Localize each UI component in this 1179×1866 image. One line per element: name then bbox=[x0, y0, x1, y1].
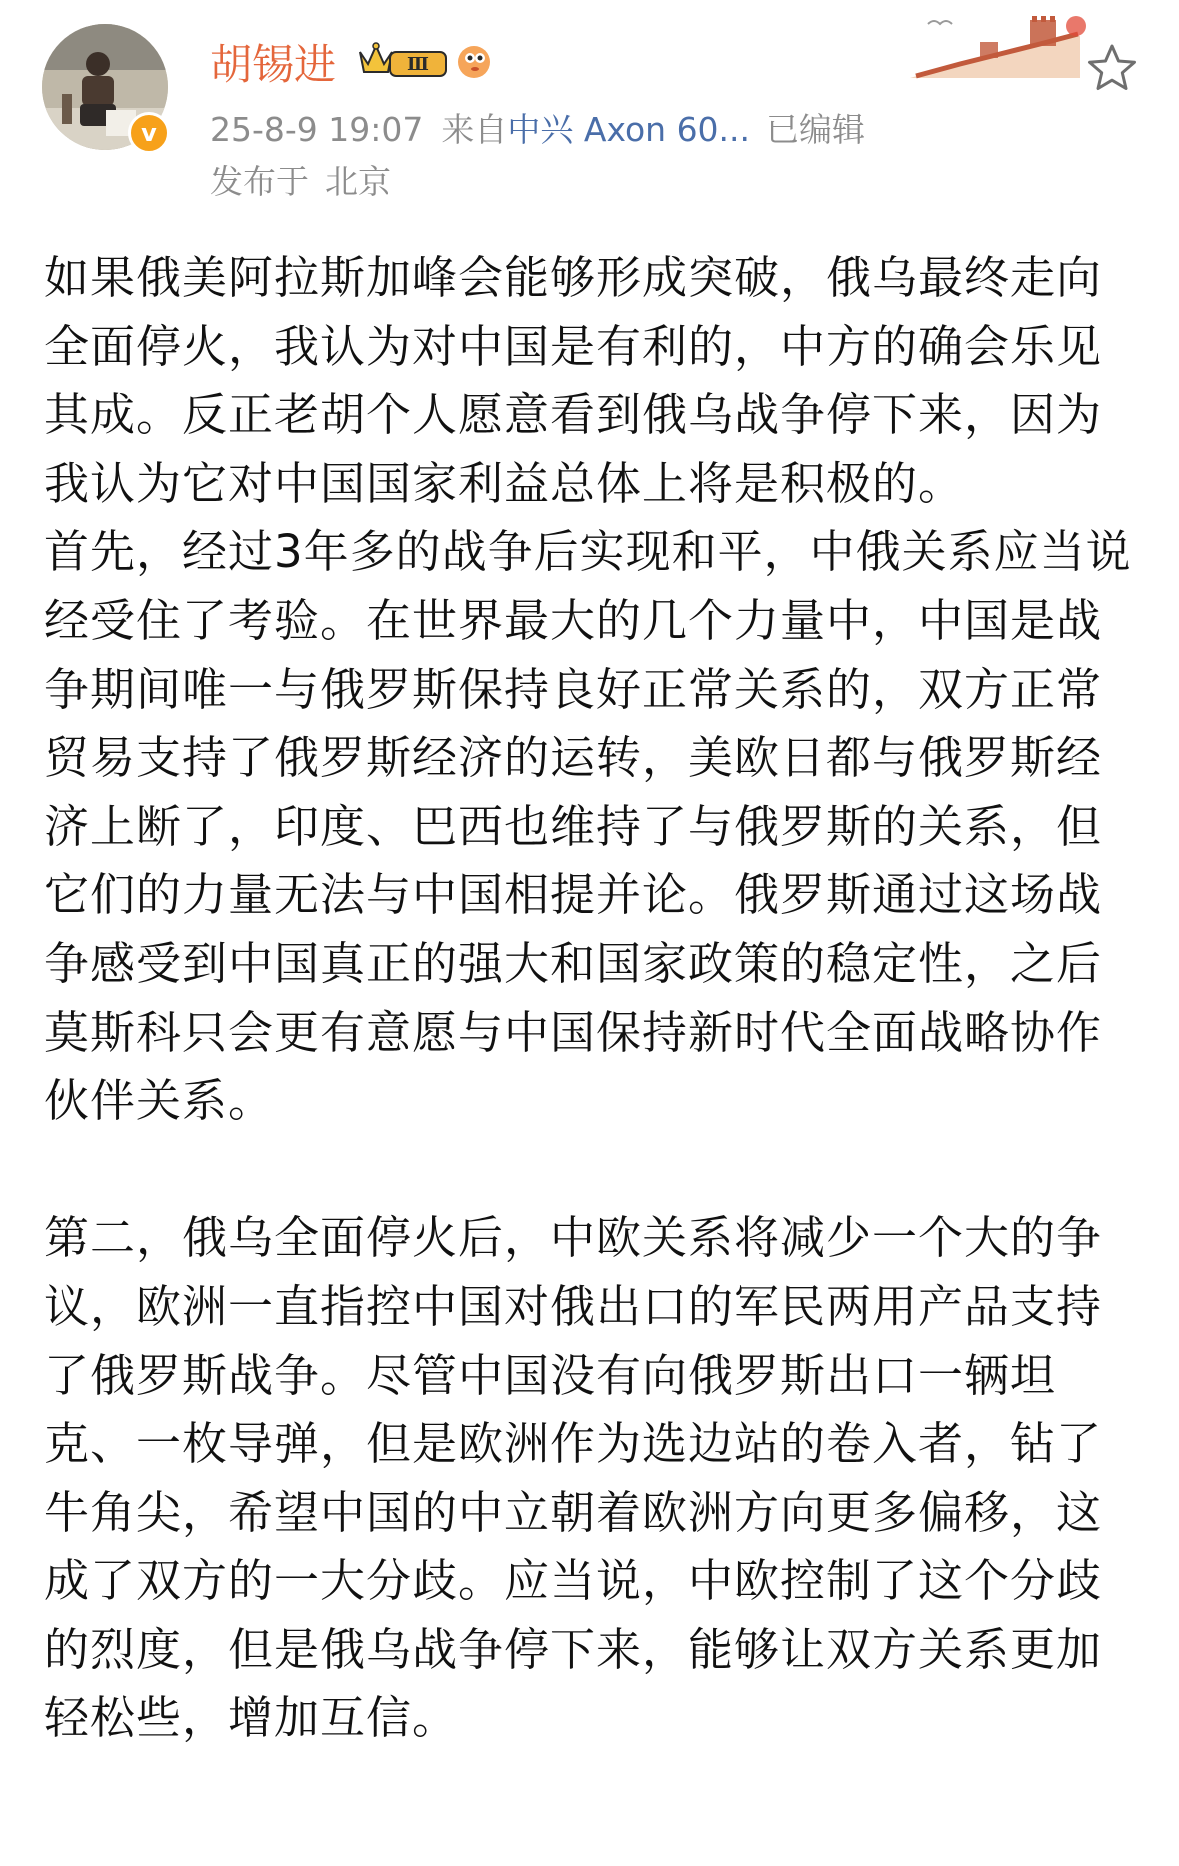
post-paragraph-3: 第二，俄乌全面停火后，中欧关系将减少一个大的争议，欧洲一直指控中国对俄出口的军民两用产品支持了俄罗斯战争。尽管中国没有向俄罗斯出口一辆坦克、一枚导弹，但是欧洲作为选边站的卷入者，钻了牛角尖，希望中国的中立朝着欧洲方向更多偏移，这成了双方的一大分歧。应当说，中欧控制了这个分歧的烈度，但是俄乌战争停下来，能够让双方关系更加轻松些，增加互信。 bbox=[44, 1211, 1103, 1745]
post-meta bbox=[210, 104, 883, 151]
source-device-link[interactable]: 中兴 Axon 60... bbox=[507, 110, 751, 149]
post-paragraph-2: 首先，经过3年多的战争后实现和平，中俄关系应当说经受住了考验。在世界最大的几个力量中，中国是战争期间唯一与俄罗斯保持良好正常关系的，双方正常贸易支持了俄罗斯经济的运转，美欧日都与俄罗斯经济上断了，印度、巴西也维持了与俄罗斯的关系，但它们的力量无法与中国相提并论。俄罗斯通过这场战争感受到中国真正的强大和国家政策的稳定性，之后莫斯科只会更有意愿与中国保持新时代全面战略协作伙伴关系。 bbox=[44, 525, 1132, 1128]
source-prefix: 来自 bbox=[441, 110, 508, 149]
paragraph-spacer bbox=[44, 1136, 1144, 1205]
location-name: 北京 bbox=[325, 162, 391, 201]
user-badges bbox=[356, 38, 496, 82]
edited-label[interactable]: 已编辑 bbox=[766, 110, 866, 149]
post-location bbox=[210, 156, 391, 203]
favorite-star-icon[interactable] bbox=[1084, 40, 1140, 96]
post-timestamp: 25-8-9 19:07 bbox=[210, 110, 424, 149]
post-body bbox=[44, 244, 1144, 1753]
crown-icon bbox=[360, 43, 392, 72]
level-badge-text: Ⅲ bbox=[407, 54, 429, 75]
level-badge bbox=[390, 52, 446, 76]
location-prefix: 发布于 bbox=[210, 162, 309, 201]
great-wall-icon bbox=[880, 6, 1100, 86]
post-header bbox=[0, 0, 1179, 210]
post-paragraph-1: 如果俄美阿拉斯加峰会能够形成突破，俄乌最终走向全面停火，我认为对中国是有利的，中方的确会乐见其成。反正老胡个人愿意看到俄乌战争停下来，因为我认为它对中国国家利益总体上将是积极的。 bbox=[44, 251, 1103, 510]
verified-badge-icon: v bbox=[128, 112, 170, 154]
membership-badges bbox=[356, 38, 496, 82]
author-name[interactable]: 胡锡进 bbox=[210, 40, 337, 89]
fish-emoji-icon bbox=[458, 46, 490, 78]
